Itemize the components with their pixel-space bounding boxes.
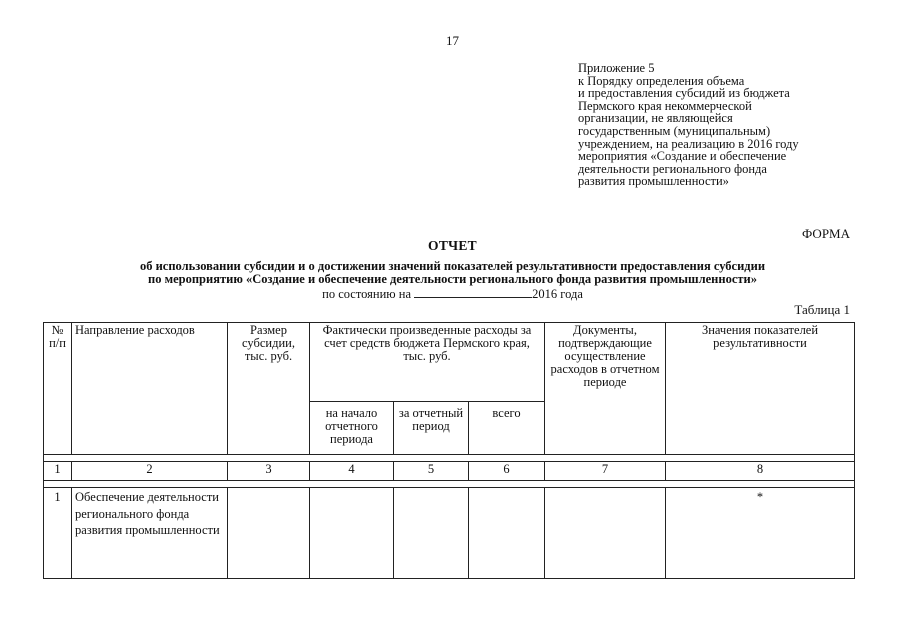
- appendix-line: к Порядку определения объема: [578, 73, 745, 88]
- table-gap-row: [44, 455, 855, 462]
- column-number: 5: [394, 462, 469, 481]
- appendix-line: Пермского края некоммерческой: [578, 98, 752, 113]
- header-actual-period: за отчетный период: [394, 402, 469, 455]
- row-total-cell[interactable]: [469, 488, 545, 579]
- table-gap-row: [44, 481, 855, 488]
- row-num-cell: 1: [44, 488, 72, 579]
- appendix-line: развития промышленности»: [578, 174, 729, 189]
- header-indicators: Значения показателей результативности: [666, 323, 855, 455]
- as-of-date-line: [0, 287, 905, 302]
- appendix-line: мероприятия «Создание и обеспечение: [578, 149, 787, 164]
- column-number: 3: [228, 462, 310, 481]
- document-subtitle: [0, 260, 905, 286]
- document-title: ОТЧЕТ: [428, 238, 477, 253]
- header-documents: Документы, подтверждающие осуществление расходов в отчетном периоде: [545, 323, 666, 455]
- appendix-line: Приложение 5: [578, 61, 655, 75]
- column-number: 1: [44, 462, 72, 481]
- row-start-cell[interactable]: [310, 488, 394, 579]
- as-of-prefix: по состоянию на: [322, 287, 411, 301]
- date-blank-field[interactable]: [414, 287, 532, 298]
- header-num: № п/п: [44, 323, 72, 455]
- appendix-line: учреждением, на реализацию в 2016 году: [578, 136, 799, 151]
- table-header-row: [44, 323, 855, 402]
- subtitle-line: по мероприятию «Создание и обеспечение деятельности регионального фонда развития промышленности»: [148, 272, 757, 286]
- column-number-row: [44, 462, 855, 481]
- column-number: 2: [72, 462, 228, 481]
- header-actual-expenses: Фактически произведенные расходы за счет средств бюджета Пермского края, тыс. руб.: [310, 323, 545, 402]
- header-direction: Направление расходов: [72, 323, 228, 455]
- as-of-suffix: 2016 года: [532, 287, 583, 301]
- appendix-line: деятельности регионального фонда: [578, 161, 767, 176]
- table-label: Таблица 1: [794, 302, 850, 317]
- column-number: 6: [469, 462, 545, 481]
- row-subsidy-cell[interactable]: [228, 488, 310, 579]
- row-period-cell[interactable]: [394, 488, 469, 579]
- header-actual-start: на начало отчетного периода: [310, 402, 394, 455]
- column-number: 4: [310, 462, 394, 481]
- gap-cell: [44, 481, 855, 488]
- page-number: 17: [446, 33, 459, 48]
- column-number: 8: [666, 462, 855, 481]
- header-actual-total: всего: [469, 402, 545, 455]
- report-table: [43, 322, 855, 579]
- appendix-line: и предоставления субсидий из бюджета: [578, 86, 790, 101]
- subtitle-line: об использовании субсидии и о достижении значений показателей результативности предоставления субсидии: [139, 259, 766, 273]
- column-number: 7: [545, 462, 666, 481]
- appendix-block: [578, 62, 878, 188]
- gap-cell: [44, 455, 855, 462]
- table-row: [44, 488, 855, 579]
- appendix-line: организации, не являющейся: [578, 111, 733, 126]
- form-label: ФОРМА: [802, 226, 850, 241]
- row-indicators-cell[interactable]: *: [666, 488, 855, 579]
- header-subsidy: Размер субсидии, тыс. руб.: [228, 323, 310, 455]
- row-documents-cell[interactable]: [545, 488, 666, 579]
- appendix-line: государственным (муниципальным): [578, 123, 771, 138]
- row-direction-cell: Обеспечение деятельности регионального фонда развития промышленности: [72, 488, 228, 579]
